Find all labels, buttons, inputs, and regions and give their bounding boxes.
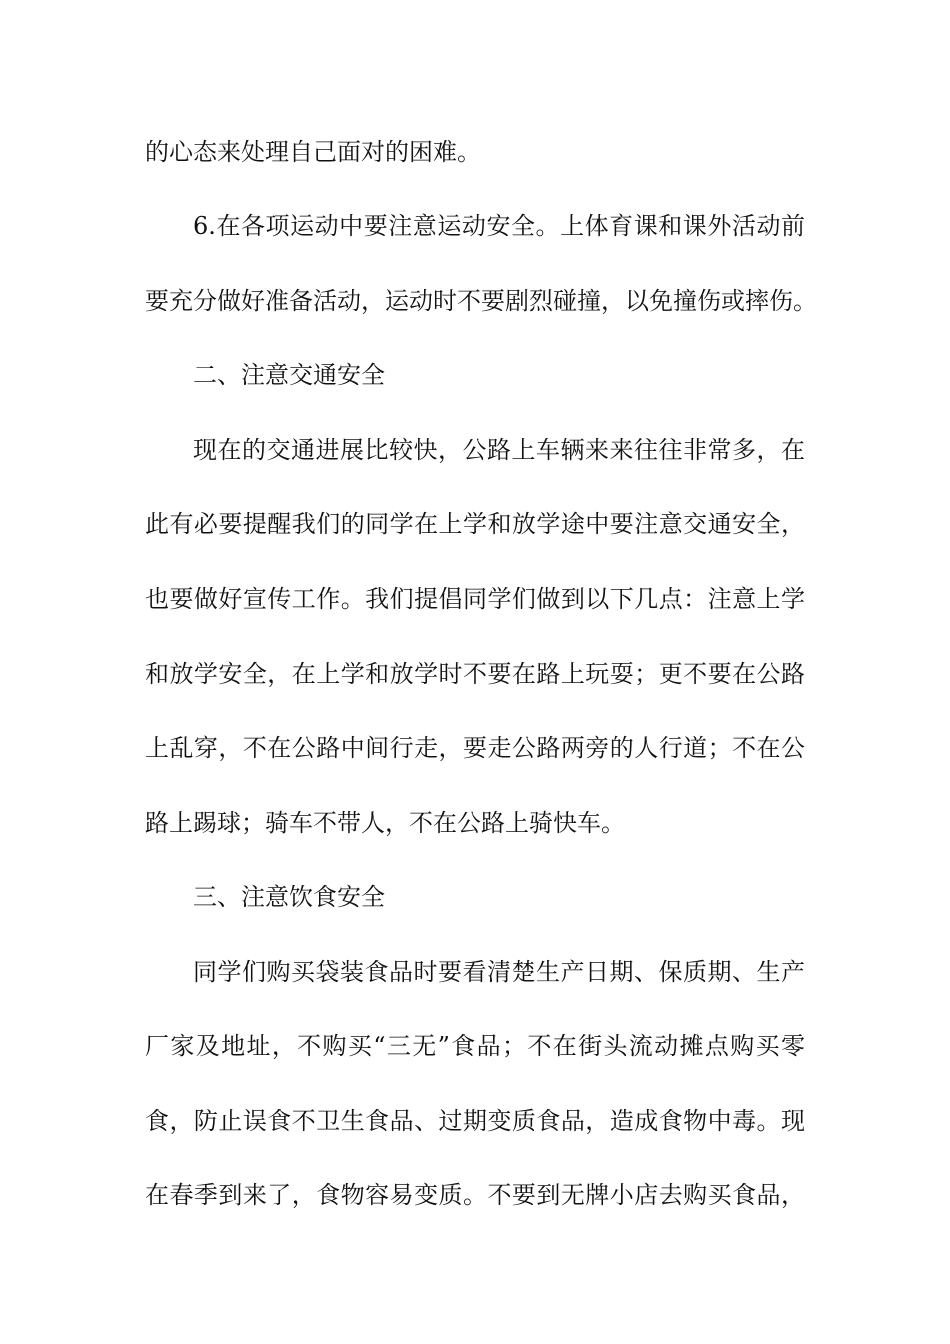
text-line: 在春季到来了，食物容易变质。不要到无牌小店去购买食品， bbox=[145, 1181, 805, 1209]
text-line: 路上踢球；骑车不带人，不在公路上骑快车。 bbox=[145, 809, 625, 837]
paragraph-first-line: 同学们购买袋装食品时要看清楚生产日期、保质期、生产 bbox=[193, 958, 805, 986]
text-line: 也要做好宣传工作。我们提倡同学们做到以下几点：注意上学 bbox=[145, 585, 805, 613]
text-line: 厂家及地址，不购买“三无”食品；不在街头流动摊点购买零 bbox=[145, 1032, 805, 1060]
paragraph-first-line: 现在的交通进展比较快，公路上车辆来来往往非常多，在 bbox=[193, 436, 805, 464]
section-heading: 三、注意饮食安全 bbox=[193, 883, 385, 911]
text-line: 和放学安全，在上学和放学时不要在路上玩耍；更不要在公路 bbox=[145, 660, 805, 688]
text-line: 的心态来处理自己面对的困难。 bbox=[145, 138, 481, 166]
section-heading: 二、注意交通安全 bbox=[193, 361, 385, 389]
text-line: 上乱穿，不在公路中间行走，要走公路两旁的人行道；不在公 bbox=[145, 734, 805, 762]
text-line: 此有必要提醒我们的同学在上学和放学途中要注意交通安全， bbox=[145, 510, 805, 538]
text-line: 食，防止误食不卫生食品、过期变质食品，造成食物中毒。现 bbox=[145, 1107, 805, 1135]
text-line: 要充分做好准备活动，运动时不要剧烈碰撞，以免撞伤或摔伤。 bbox=[145, 287, 817, 315]
paragraph-first-line: 6.在各项运动中要注意运动安全。上体育课和课外活动前 bbox=[193, 212, 805, 240]
